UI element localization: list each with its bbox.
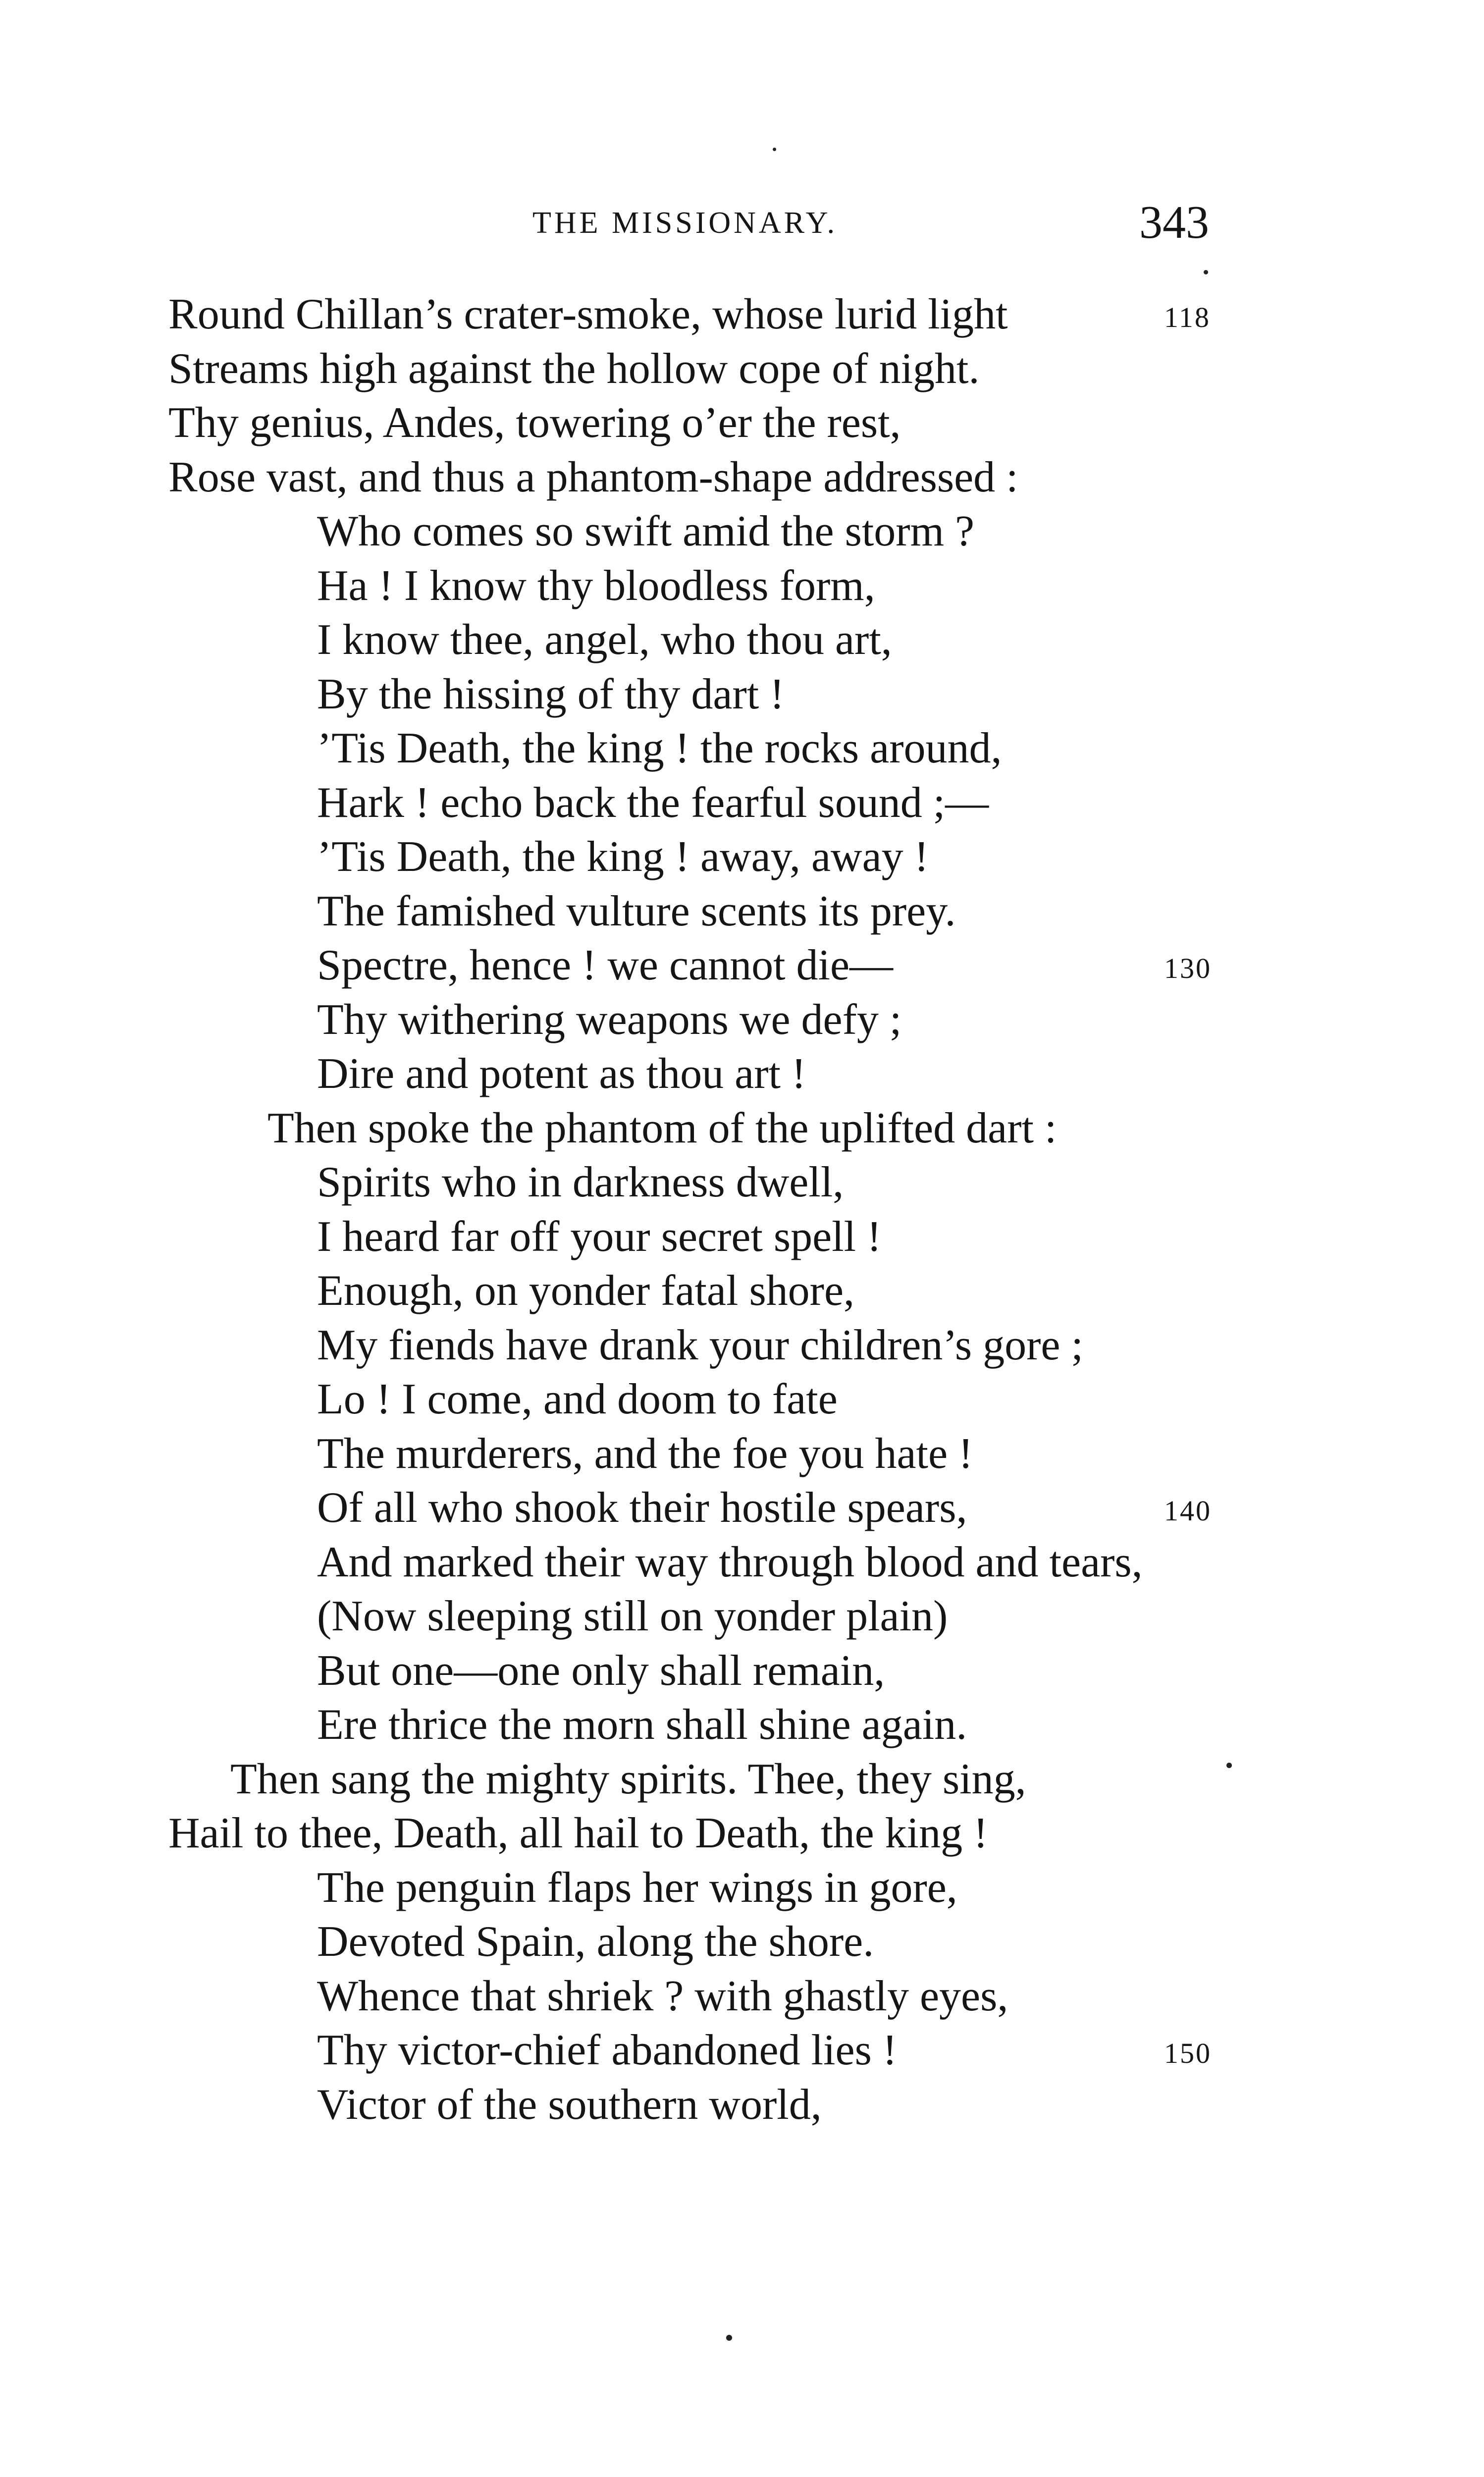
poem-line [168,1752,1283,1807]
poem-line [168,1915,1283,1969]
line-number: 130 [1164,952,1212,984]
poem-line-text: ’Tis Death, the king ! the rocks around, [317,724,1002,772]
line-number: 140 [1164,1495,1212,1527]
poem-line-text: The penguin flaps her wings in gore, [317,1863,957,1912]
poem-line-text: By the hissing of thy dart ! [317,670,785,718]
poem-line-text: ’Tis Death, the king ! away, away ! [317,833,929,881]
poem-line-text: Thy genius, Andes, towering o’er the rest, [168,399,901,447]
poem-line [168,830,1283,884]
poem-line [168,1101,1283,1156]
poem-line-text: Then spoke the phantom of the uplifted dart : [267,1104,1057,1152]
poem-line-text: (Now sleeping still on yonder plain) [317,1592,948,1640]
poem-line [168,1861,1283,1915]
poem-line [168,1969,1283,2024]
poem-line-text: Whence that shriek ? with ghastly eyes, [317,1972,1008,2020]
poem-line-text: Victor of the southern world, [317,2080,822,2129]
print-speck [773,148,776,151]
poem-line [168,1264,1283,1318]
poem-line-text: Thy withering weapons we defy ; [317,995,902,1044]
poem-line [168,1372,1283,1427]
poem-line [168,1481,1283,1535]
poem-line [168,450,1283,505]
poem-line-text: Devoted Spain, along the shore. [317,1918,874,1966]
poem-line-text: But one—one only shall remain, [317,1646,885,1695]
poem-line [168,938,1283,993]
poem-line [168,559,1283,613]
poem-line-text: I heard far off your secret spell ! [317,1212,882,1261]
poem-line-text: Spectre, hence ! we cannot die— [317,941,894,989]
poem-line-text: Ere thrice the morn shall shine again. [317,1701,967,1749]
poem-line-text: The murderers, and the foe you hate ! [317,1429,973,1478]
poem-line-text: Who comes so swift amid the storm ? [317,507,975,555]
poem-line [168,667,1283,722]
poem-line-text: Spirits who in darkness dwell, [317,1158,844,1206]
print-speck [1226,1763,1232,1768]
poem-line-text: Hail to thee, Death, all hail to Death, the king ! [168,1809,988,1857]
page-number: 343 [1139,197,1209,248]
poem-line-text: Thy victor-chief abandoned lies ! [317,2026,898,2074]
poem-line-text: My fiends have drank your children’s gore ; [317,1321,1083,1369]
poem-line [168,504,1283,559]
poem-line-text: Hark ! echo back the fearful sound ;— [317,778,989,827]
print-speck [726,2335,732,2341]
poem-line [168,613,1283,667]
poem-line-text: Dire and potent as thou art ! [317,1050,806,1098]
poem-line-text: I know thee, angel, who thou art, [317,616,892,664]
poem-line-text: Ha ! I know thy bloodless form, [317,561,875,610]
poem-line [168,1806,1283,1861]
poem-line [168,1155,1283,1210]
print-speck [1204,270,1208,274]
poem-line [168,1318,1283,1373]
poem-line [168,1427,1283,1481]
poem-line [168,993,1283,1047]
poem-line [168,342,1283,396]
running-title: THE MISSIONARY. [532,206,838,240]
poem-line [168,287,1283,342]
poem-line [168,1535,1283,1590]
line-number: 118 [1164,301,1211,333]
poem-line-text: And marked their way through blood and tears, [317,1538,1143,1586]
poem-text [168,287,1283,2132]
poem-line [168,1210,1283,1264]
poem-line-text: The famished vulture scents its prey. [317,887,956,935]
poem-line-text: Streams high against the hollow cope of night. [168,344,980,393]
poem-line [168,2078,1283,2132]
poem-line [168,1589,1283,1644]
poem-line-text: Round Chillan’s crater-smoke, whose lurid light [168,290,1008,338]
poem-line [168,1644,1283,1698]
poem-line [168,721,1283,776]
poem-line [168,884,1283,939]
poem-line [168,396,1283,450]
poem-line-text: Of all who shook their hostile spears, [317,1484,967,1532]
poem-line [168,776,1283,830]
poem-line [168,1047,1283,1101]
poem-line-text: Enough, on yonder fatal shore, [317,1267,855,1315]
line-number: 150 [1164,2037,1212,2069]
poem-line [168,2023,1283,2078]
poem-line-text: Then sang the mighty spirits. Thee, they sing, [230,1755,1026,1803]
poem-line-text: Rose vast, and thus a phantom-shape addressed : [168,453,1018,501]
poem-line [168,1698,1283,1752]
poem-line-text: Lo ! I come, and doom to fate [317,1375,838,1423]
